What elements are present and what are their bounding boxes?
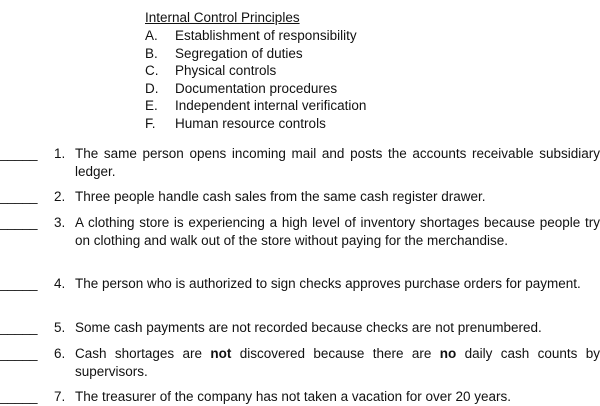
principle-item: [145, 97, 445, 115]
question-number: 4.: [54, 276, 66, 291]
principle-item: [145, 80, 445, 98]
principle-text: Independent internal verification: [175, 98, 367, 114]
principle-item: [145, 27, 445, 45]
question-text-part: daily cash counts by supervisors.: [75, 346, 600, 379]
principle-text: Human resource controls: [175, 115, 326, 131]
question-3: [0, 214, 600, 249]
principle-letter: B.: [145, 45, 158, 61]
question-text: Some cash payments are not recorded because checks are not prenumbered.: [75, 320, 542, 335]
question-7: [0, 388, 600, 406]
principle-item: [145, 115, 445, 133]
question-text-part: discovered because there are: [231, 346, 440, 361]
principles-title: Internal Control Principles: [145, 10, 300, 25]
principle-text: Physical controls: [175, 63, 277, 79]
answer-blank[interactable]: _____: [0, 215, 38, 230]
emphasis-not: not: [210, 346, 232, 361]
question-6: [0, 345, 600, 380]
question-4: [0, 275, 600, 293]
answer-blank[interactable]: _____: [0, 276, 38, 291]
principle-text: Segregation of duties: [175, 45, 303, 61]
question-number: 1.: [54, 146, 66, 161]
question-1: [0, 145, 600, 180]
question-text: [75, 345, 600, 380]
question-text: The person who is authorized to sign checks approves purchase orders for payment.: [75, 276, 581, 291]
question-text: The same person opens incoming mail and posts the accounts receivable subsidiary ledger.: [75, 146, 600, 179]
principle-text: Establishment of responsibility: [175, 28, 357, 43]
principle-item: [145, 45, 445, 63]
question-text: A clothing store is experiencing a high level of inventory shortages because people try on clothing and walk out of the store without paying for the merchandise.: [75, 215, 600, 248]
question-text-part: Cash shortages are: [75, 346, 211, 361]
question-text: Three people handle cash sales from the same cash register drawer.: [75, 189, 486, 204]
principle-letter: E.: [145, 98, 158, 114]
answer-blank[interactable]: _____: [0, 389, 38, 404]
question-number: 6.: [54, 346, 66, 361]
principle-letter: D.: [145, 80, 159, 96]
principle-letter: A.: [145, 28, 158, 43]
principle-letter: C.: [145, 63, 159, 79]
answer-blank[interactable]: _____: [0, 346, 38, 361]
principle-item: [145, 62, 445, 80]
principle-text: Documentation procedures: [175, 80, 338, 96]
principle-letter: F.: [145, 115, 156, 131]
question-number: 7.: [54, 389, 66, 404]
question-number: 5.: [54, 320, 66, 335]
question-number: 2.: [54, 189, 66, 204]
emphasis-no: no: [439, 346, 457, 361]
question-text: The treasurer of the company has not taken a vacation for over 20 years.: [75, 389, 511, 404]
question-5: [0, 319, 600, 337]
question-2: [0, 188, 600, 206]
principles-list: [145, 9, 445, 133]
answer-blank[interactable]: _____: [0, 146, 38, 161]
question-number: 3.: [54, 215, 66, 230]
answer-blank[interactable]: _____: [0, 320, 38, 335]
answer-blank[interactable]: _____: [0, 189, 38, 204]
